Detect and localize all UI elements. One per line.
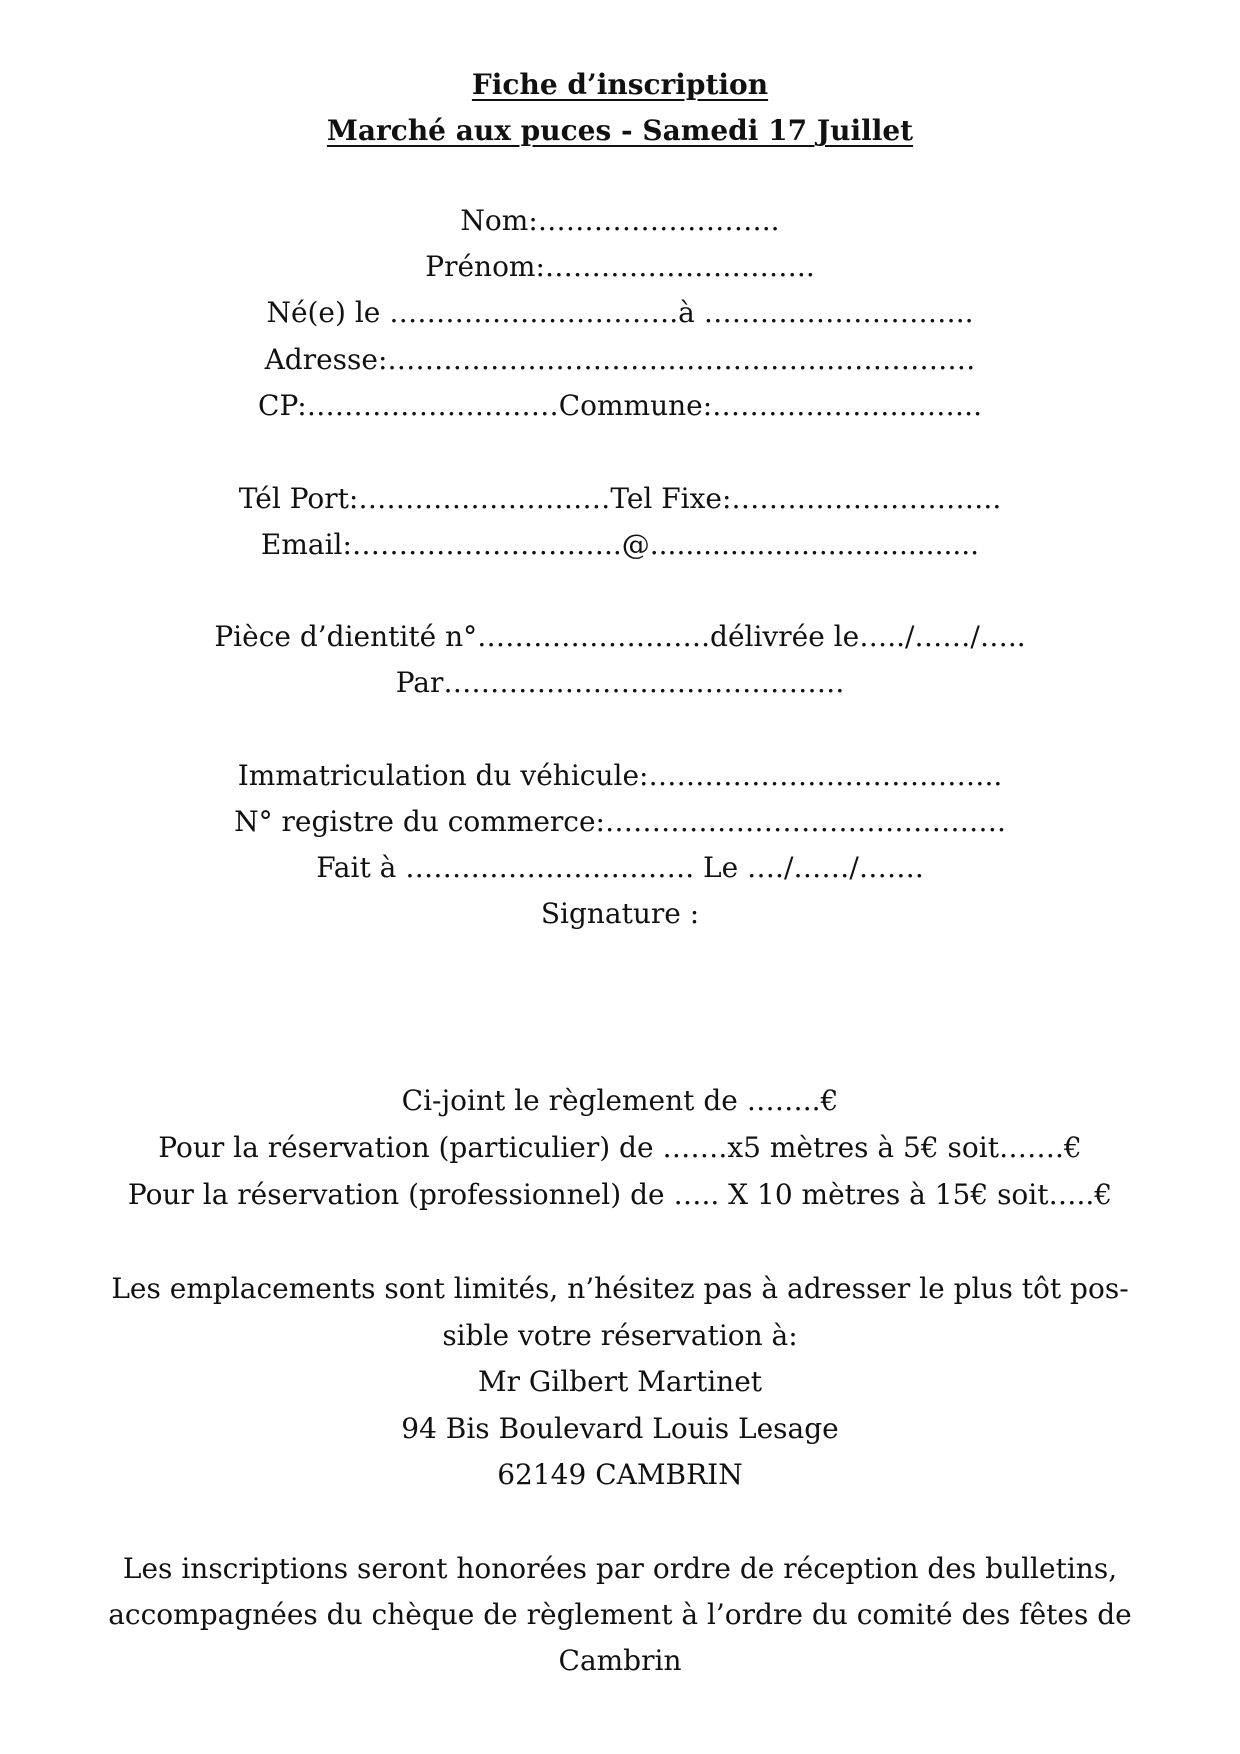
form-title: Fiche d’inscription: [471, 68, 769, 101]
signature-label: Signature :: [540, 897, 700, 930]
footer-line-1: Les inscriptions seront honorées par ordre de réception des bulletins,: [122, 1552, 1118, 1585]
cp-commune-field: CP:………………………Commune:………………………..: [258, 389, 982, 422]
payment-professional: Pour la réservation (professionnel) de ….. X 10 mètres à 15€ soit…..€: [127, 1178, 1113, 1211]
phone-fields: Tél Port:………………………Tel Fixe:………………………..: [238, 482, 1002, 515]
vehicle-registration-field: Immatriculation du véhicule:………………………………..: [237, 759, 1003, 792]
footer-line-3: Cambrin: [558, 1644, 682, 1677]
payment-enclosed: Ci-joint le règlement de ……..€: [401, 1084, 839, 1117]
footer-line-2: accompagnées du chèque de règlement à l’ordre du comité des fêtes de: [108, 1598, 1132, 1631]
prenom-field: Prénom:………………………..: [425, 250, 815, 283]
email-field: Email:………………………..@.....................................: [260, 528, 980, 561]
recipient-city: 62149 CAMBRIN: [497, 1458, 743, 1491]
nom-field: Nom:……………………..: [460, 204, 780, 237]
place-date-field: Fait à …………………………. Le …./……/…….: [316, 851, 924, 884]
payment-individual: Pour la réservation (particulier) de …….x5 mètres à 5€ soit…….€: [158, 1131, 1082, 1164]
birth-field: Né(e) le ………………………….à ………………………..: [266, 296, 974, 329]
notice-line-1: Les emplacements sont limités, n’hésitez pas à adresser le plus tôt pos-: [111, 1272, 1129, 1305]
trade-register-field: N° registre du commerce:…………………………………….: [234, 805, 1006, 838]
address-field: Adresse:………………………………………………………: [264, 343, 976, 376]
form-subtitle: Marché aux puces - Samedi 17 Juillet: [326, 114, 914, 147]
id-document-field: Pièce d’dientité n°…………………….délivrée le…../……/…..: [214, 620, 1026, 653]
issued-by-field: Par…………………………………….: [395, 666, 845, 699]
notice-line-2: sible votre réservation à:: [442, 1319, 798, 1352]
recipient-name: Mr Gilbert Martinet: [477, 1365, 763, 1398]
recipient-street: 94 Bis Boulevard Louis Lesage: [401, 1412, 839, 1445]
